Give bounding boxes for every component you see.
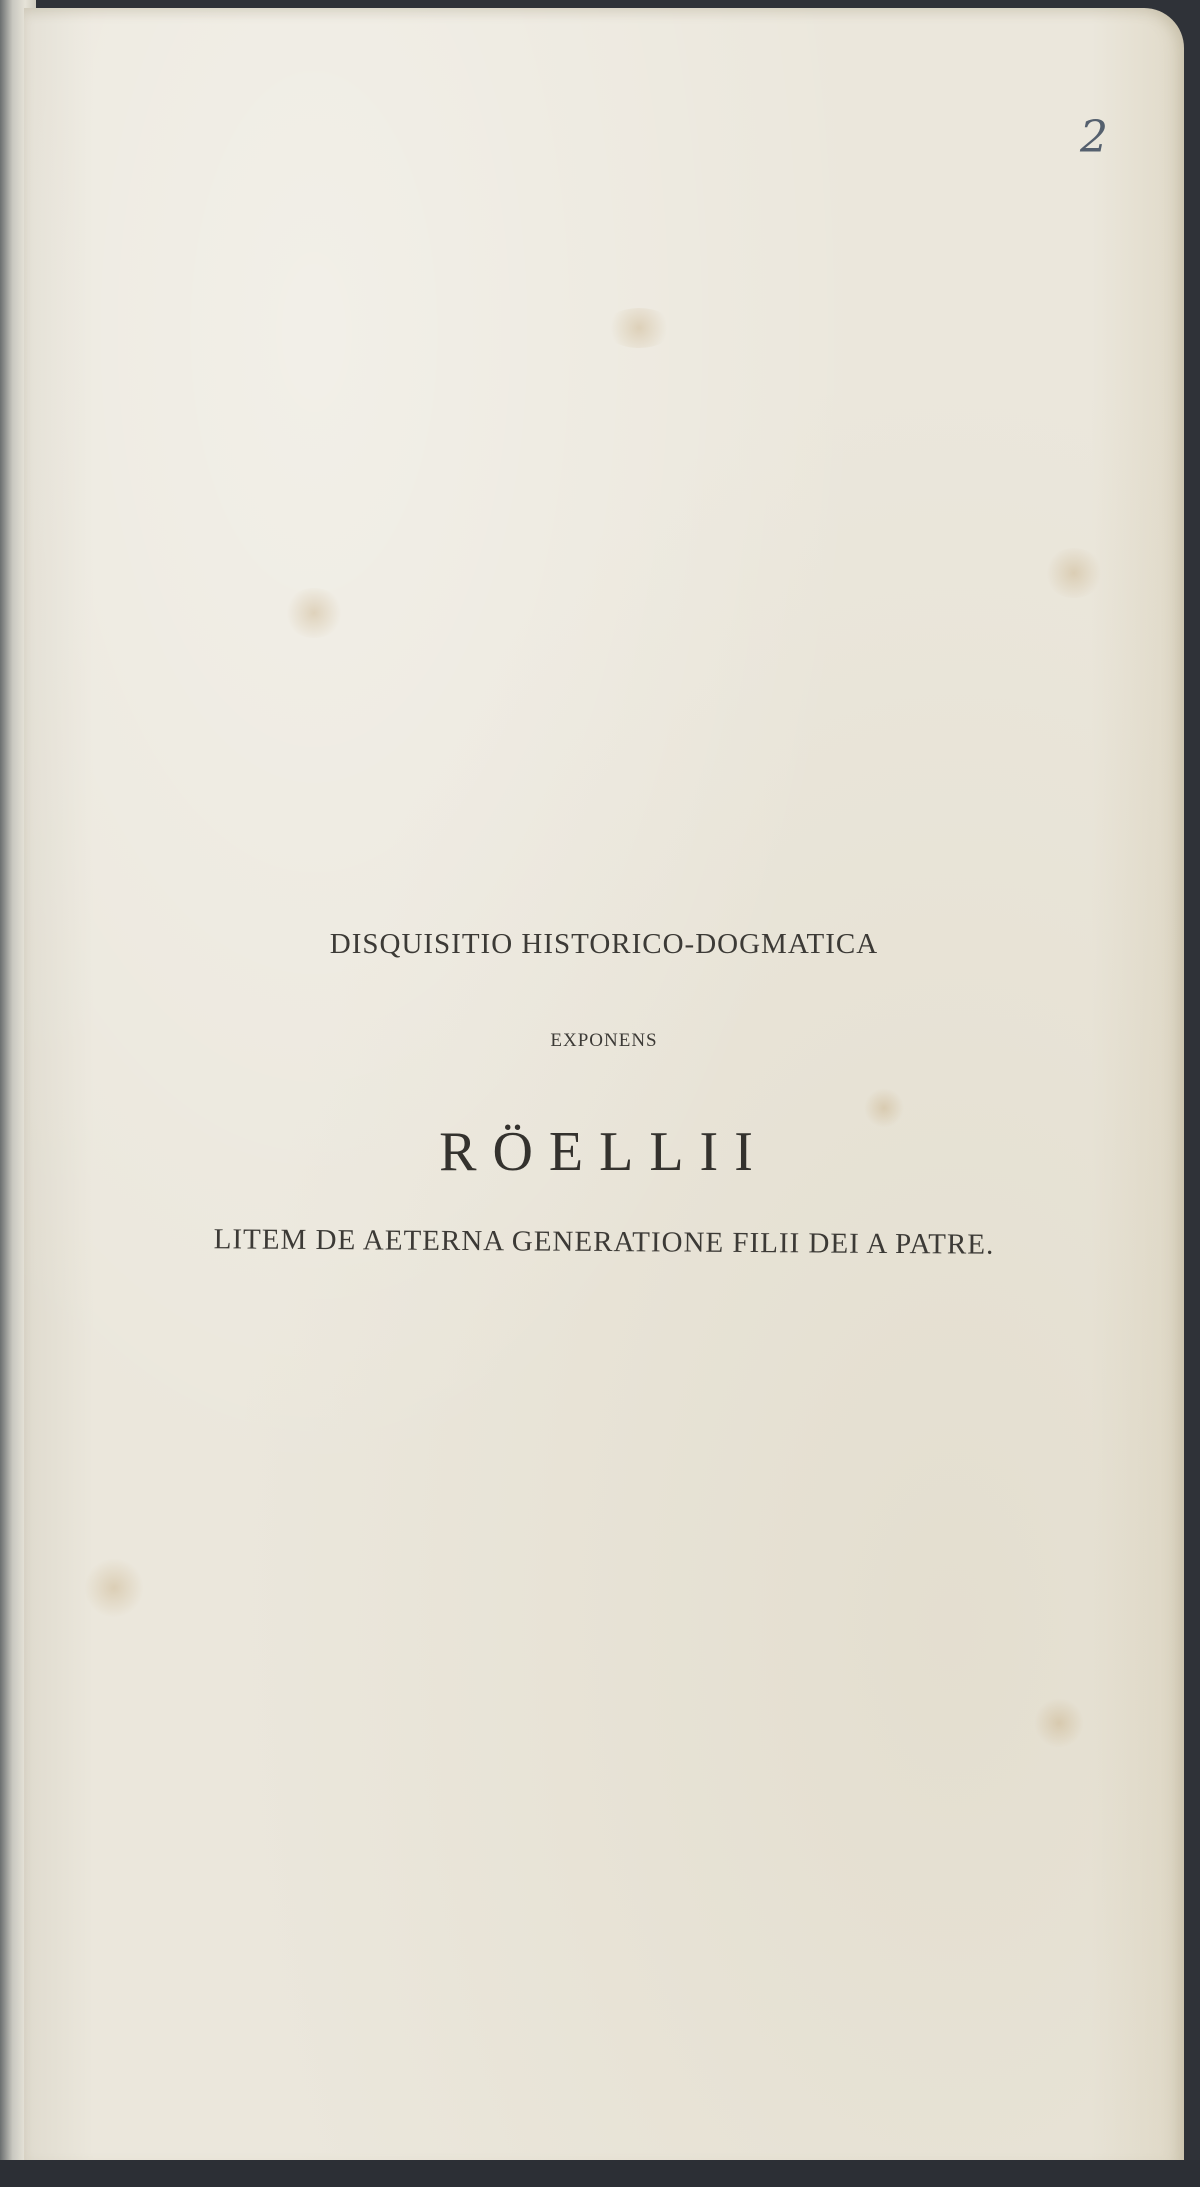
page-number: 2 [1080, 112, 1108, 163]
foxing-spot [1044, 548, 1104, 598]
foxing-spot [284, 588, 344, 638]
title-subheading: EXPONENS [550, 1030, 658, 1051]
title-heading: DISQUISITIO HISTORICO-DOGMATICA [329, 928, 879, 960]
foxing-spot [84, 1558, 144, 1618]
scan-bottom-edge [0, 2160, 1200, 2187]
paper-page [24, 8, 1184, 2168]
foxing-spot [604, 308, 674, 348]
title-subtitle: LITEM DE AETERNA GENERATIONE FILII DEI A PATRE. [213, 1223, 995, 1261]
foxing-spot [1034, 1698, 1084, 1748]
title-name: RÖELLII [439, 1121, 769, 1183]
